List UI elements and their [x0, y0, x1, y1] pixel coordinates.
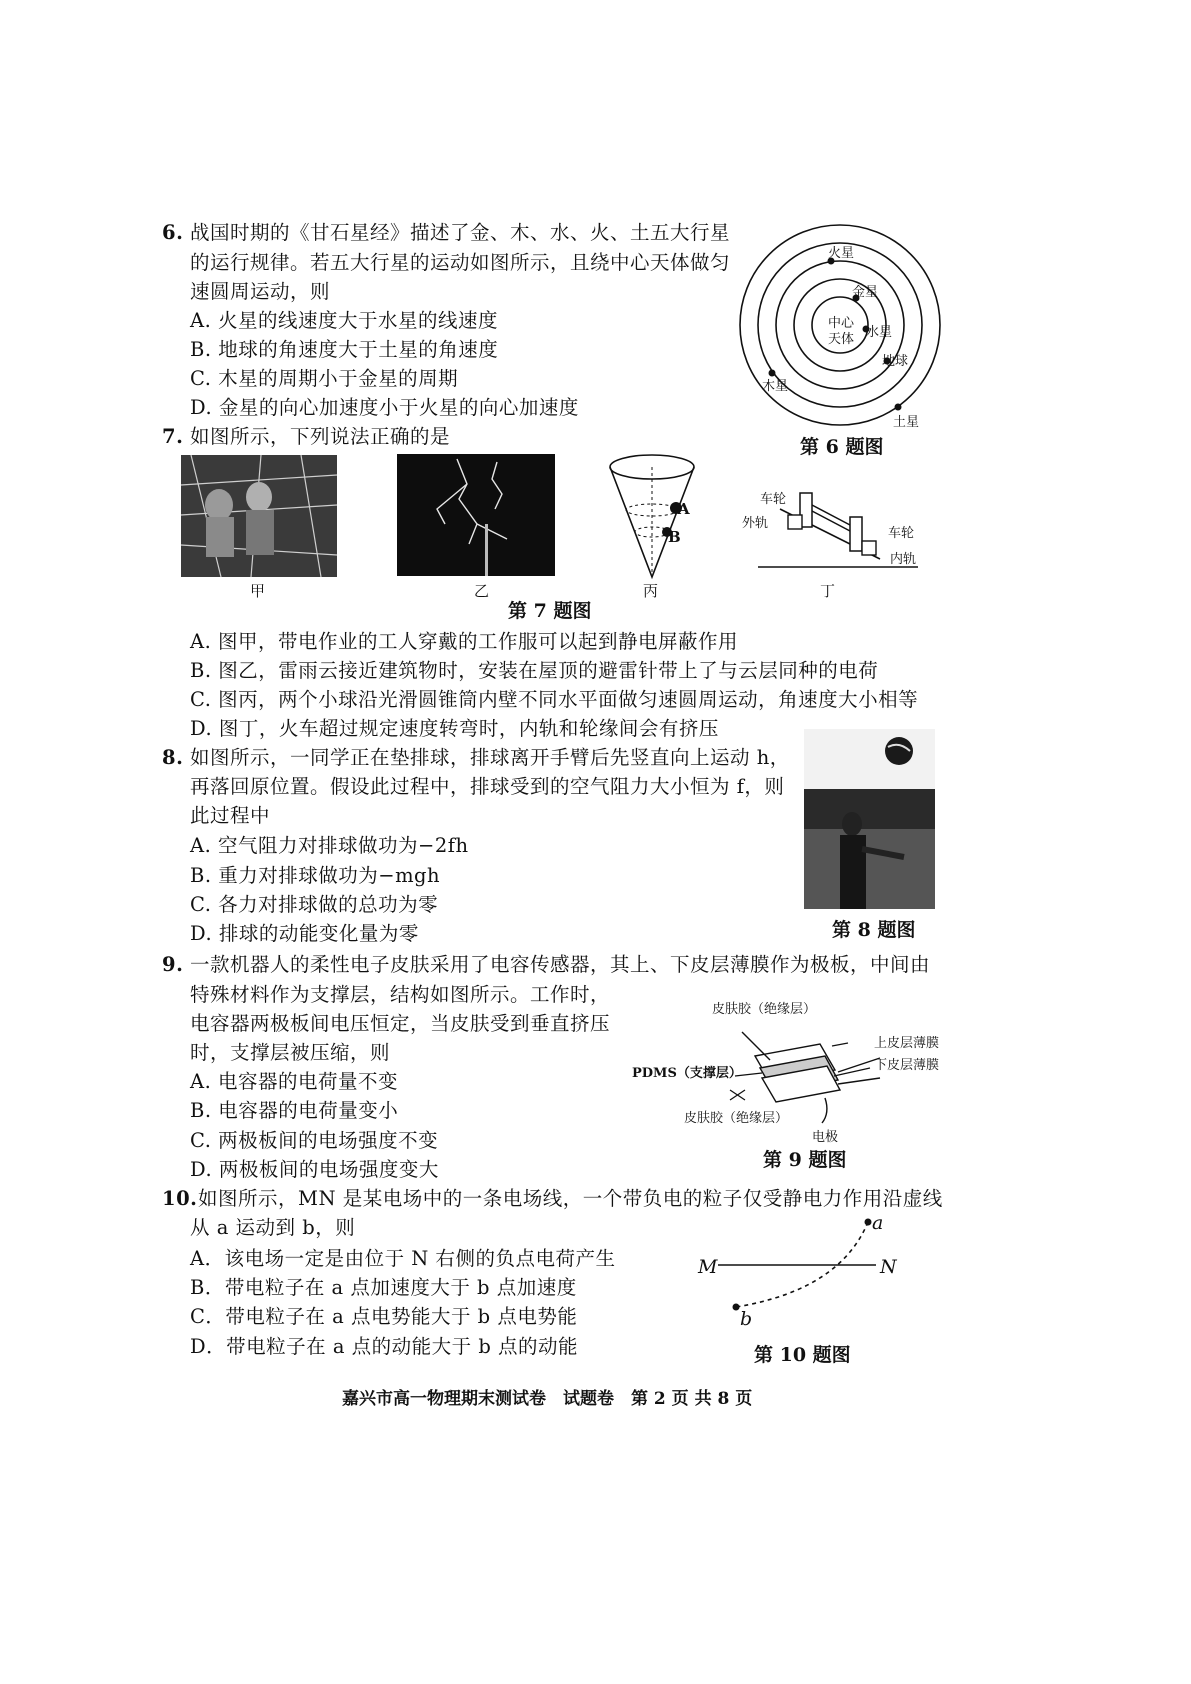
q7-option-c: C. 图丙，两个小球沿光滑圆锥筒内壁不同水平面做匀速圆周运动，角速度大小相等: [190, 688, 919, 711]
q7-photo-workers: [181, 455, 337, 577]
q7-track-label-wheel-1: 车轮: [760, 492, 787, 507]
q6-label-jupiter: 木星: [762, 379, 789, 394]
q7-stem: 如图所示，下列说法正确的是: [190, 425, 451, 448]
q7-label-bing: 丙: [643, 582, 659, 600]
q6-number: 6.: [162, 221, 184, 244]
q10-stem-line-1: 如图所示，MN 是某电场中的一条电场线，一个带负电的粒子仅受静电力作用沿虚线: [198, 1187, 943, 1210]
q9-stem-line-1: 一款机器人的柔性电子皮肤采用了电容传感器，其上、下皮层薄膜作为极板，中间由: [190, 953, 931, 976]
q6-label-mars: 火星: [828, 246, 855, 261]
q9-option-c: C. 两极板间的电场强度不变: [190, 1129, 439, 1152]
q7-number: 7.: [162, 425, 184, 448]
q8-number: 8.: [162, 746, 184, 769]
q7-track-label-inner: 内轨: [890, 552, 917, 567]
q9-option-b: B. 电容器的电荷量变小: [190, 1099, 399, 1122]
q8-stem-line-2: 再落回原位置。假设此过程中，排球受到的空气阻力大小恒为 f，则: [190, 775, 785, 798]
q7-option-b: B. 图乙，雷雨云接近建筑物时，安装在屋顶的避雷针带上了与云层同种的电荷: [190, 659, 879, 682]
q7-label-ding: 丁: [820, 582, 836, 600]
q7-figure-caption: 第 7 题图: [508, 600, 592, 622]
q6-stem-line-3: 速圆周运动，则: [190, 280, 331, 303]
q8-option-c: C. 各力对排球做的总功为零: [190, 893, 439, 916]
q9-label-upper-film: 上皮层薄膜: [874, 1036, 940, 1051]
q7-label-jia: 甲: [250, 582, 266, 600]
q6-option-b: B. 地球的角速度大于土星的角速度: [190, 338, 499, 361]
q10-option-d: D．带电粒子在 a 点的动能大于 b 点的动能: [190, 1335, 579, 1358]
q10-figure-caption: 第 10 题图: [754, 1344, 851, 1366]
q6-label-center-2: 天体: [828, 332, 855, 347]
q8-stem-line-3: 此过程中: [190, 804, 271, 827]
q6-label-center-1: 中心: [828, 316, 855, 331]
q6-label-saturn: 土星: [893, 415, 920, 430]
q8-figure-caption: 第 8 题图: [832, 919, 916, 941]
q6-label-earth: 地球: [882, 354, 909, 369]
q8-option-d: D. 排球的动能变化量为零: [190, 922, 419, 945]
q10-label-b: b: [740, 1308, 753, 1330]
q10-label-m: M: [698, 1256, 718, 1278]
q6-label-mercury: 水星: [866, 325, 893, 340]
q9-label-pdms: PDMS（支撑层）: [632, 1066, 742, 1081]
q7-cone-label-b: B: [668, 528, 681, 546]
q10-option-b: B．带电粒子在 a 点加速度大于 b 点加速度: [190, 1276, 577, 1299]
q6-label-venus: 金星: [852, 285, 879, 300]
q9-label-lower-film: 下皮层薄膜: [874, 1058, 940, 1073]
q7-track-label-outer: 外轨: [742, 516, 769, 531]
q9-figure-caption: 第 9 题图: [763, 1149, 847, 1171]
q9-option-a: A. 电容器的电荷量不变: [190, 1070, 398, 1093]
q9-stem-line-4: 时，支撑层被压缩，则: [190, 1041, 391, 1064]
q9-stem-line-3: 电容器两极板间电压恒定，当皮肤受到垂直挤压: [190, 1012, 611, 1035]
q6-figure-caption: 第 6 题图: [800, 436, 884, 458]
q8-photo-volleyball: [804, 729, 935, 909]
q7-label-yi: 乙: [474, 582, 490, 600]
q9-label-top-insulation: 皮肤胶（绝缘层）: [712, 1002, 817, 1017]
q10-option-a: A．该电场一定是由位于 N 右侧的负点电荷产生: [190, 1247, 616, 1270]
q10-option-c: C．带电粒子在 a 点电势能大于 b 点电势能: [190, 1305, 578, 1328]
q10-stem-line-2: 从 a 运动到 b，则: [190, 1216, 356, 1239]
q7-track-label-wheel-2: 车轮: [888, 526, 915, 541]
q8-stem-line-1: 如图所示，一同学正在垫排球，排球离开手臂后先竖直向上运动 h，: [190, 746, 790, 769]
q8-option-a: A. 空气阻力对排球做功为−2fh: [190, 834, 469, 857]
q6-option-d: D. 金星的向心加速度小于火星的向心加速度: [190, 396, 579, 419]
q10-label-n: N: [880, 1256, 897, 1278]
page-footer: 嘉兴市高一物理期末测试卷 试题卷 第 2 页 共 8 页: [342, 1389, 753, 1409]
q6-stem-line-2: 的运行规律。若五大行星的运动如图所示，且绕中心天体做匀: [190, 251, 731, 274]
q7-option-d: D. 图丁，火车超过规定速度转弯时，内轨和轮缘间会有挤压: [190, 717, 719, 740]
q7-cone-label-a: A: [678, 500, 690, 518]
q6-option-a: A. 火星的线速度大于水星的线速度: [190, 309, 498, 332]
q6-stem-line-1: 战国时期的《甘石星经》描述了金、木、水、火、土五大行星: [190, 221, 731, 244]
q8-option-b: B. 重力对排球做功为−mgh: [190, 864, 441, 887]
q9-stem-line-2: 特殊材料作为支撑层，结构如图所示。工作时，: [190, 983, 611, 1006]
q6-option-c: C. 木星的周期小于金星的周期: [190, 367, 459, 390]
q9-label-electrode: 电极: [812, 1130, 839, 1145]
q10-number: 10.: [162, 1187, 198, 1210]
q10-label-a: a: [872, 1212, 884, 1234]
q7-photo-lightning: [397, 454, 555, 576]
q9-number: 9.: [162, 953, 184, 976]
q9-label-bottom-insulation: 皮肤胶（绝缘层）: [684, 1111, 789, 1126]
q9-option-d: D. 两极板间的电场强度变大: [190, 1158, 439, 1181]
q7-option-a: A. 图甲，带电作业的工人穿戴的工作服可以起到静电屏蔽作用: [190, 630, 738, 653]
